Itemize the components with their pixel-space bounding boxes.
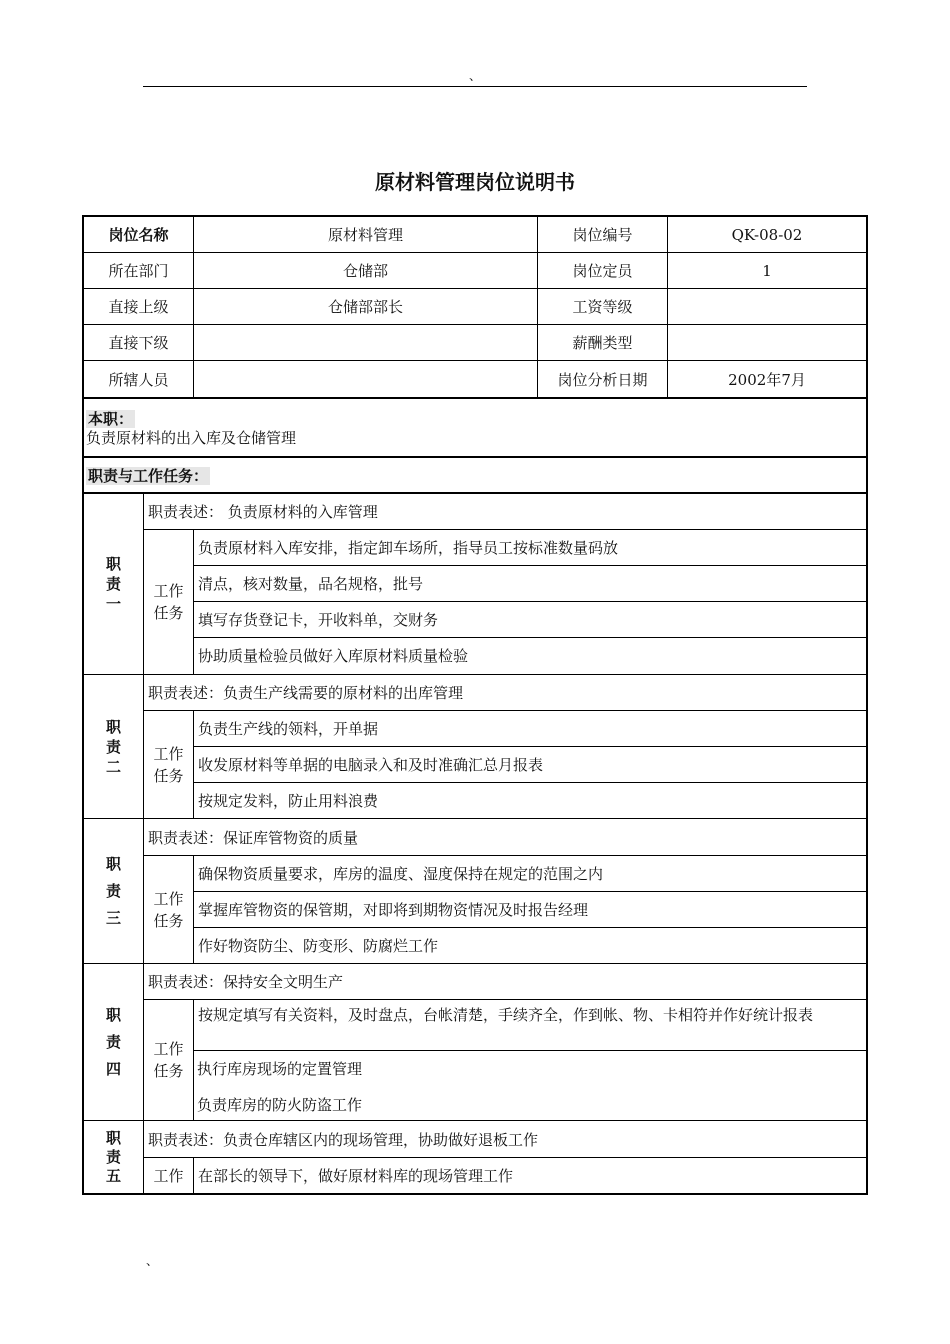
page-title: 原材料管理岗位说明书	[375, 170, 575, 194]
work-label-line-2: 任务	[153, 1062, 184, 1080]
duty-section	[82, 397, 868, 458]
duty-1-task-4: 协助质量检验员做好入库原材料质量检验	[193, 637, 867, 675]
work-label-line-1: 工作	[153, 582, 184, 600]
value-direct-superior: 仓储部部长	[193, 288, 538, 325]
label-analysis-date: 岗位分析日期	[537, 360, 668, 398]
label-staff-managed: 所辖人员	[83, 360, 194, 398]
label-position-name: 岗位名称	[83, 216, 194, 253]
duty-5-desc: 职责表述：负责仓库辖区内的现场管理，协助做好退板工作	[143, 1120, 867, 1158]
duty-4-label	[83, 963, 144, 1121]
label-direct-superior: 直接上级	[83, 288, 194, 325]
duty-2-char-3: 二	[105, 757, 121, 776]
duty-3-label	[83, 818, 144, 964]
duty-1-label	[83, 493, 144, 675]
duty-4-char-3: 四	[105, 1059, 121, 1078]
duty-4-char-2: 责	[105, 1032, 121, 1051]
label-salary-grade: 工资等级	[537, 288, 668, 325]
duty-3-desc: 职责表述：保证库管物资的质量	[143, 818, 867, 856]
work-label-line-1: 工作	[153, 744, 184, 763]
value-department: 仓储部	[193, 252, 538, 289]
duty-2-work-label	[143, 710, 194, 819]
label-pay-type: 薪酬类型	[537, 324, 668, 361]
value-salary-grade	[667, 288, 867, 325]
duty-1-task-3: 填写存货登记卡，开收料单，交财务	[193, 601, 867, 638]
value-pay-type	[667, 324, 867, 361]
duty-1-char-1: 职	[105, 555, 121, 573]
duty-2-task-1: 负责生产线的领料，开单据	[193, 710, 867, 747]
duty-4-desc: 职责表述：保持安全文明生产	[143, 963, 867, 1000]
duty-1-char-2: 责	[105, 575, 121, 593]
work-label-line-1: 工作	[153, 889, 184, 908]
duty-3-task-3: 作好物资防尘、防变形、防腐烂工作	[193, 927, 867, 964]
duty-4-task-2: 执行库房现场的定置管理	[197, 1060, 363, 1078]
duty-3-task-1: 确保物资质量要求，库房的温度、湿度保持在规定的范围之内	[193, 855, 867, 892]
work-label-line-2: 任务	[153, 604, 184, 622]
value-position-code: QK-08-02	[667, 216, 867, 253]
label-department: 所在部门	[83, 252, 194, 289]
duty-4-task-1: 按规定填写有关资料，及时盘点，台帐清楚，手续齐全，作到帐、物、卡相符并作好统计报表	[193, 999, 867, 1051]
work-label-line-1: 工作	[153, 1040, 184, 1058]
duty-4-char-1: 职	[105, 1005, 121, 1024]
duty-1-work-label	[143, 529, 194, 675]
duty-3-work-label	[143, 855, 194, 964]
duty-1-char-3: 一	[105, 595, 121, 613]
footer-mark: 、	[146, 1254, 159, 1268]
header-mark: 、	[469, 69, 482, 83]
duty-2-task-3: 按规定发料，防止用料浪费	[193, 782, 867, 819]
duty-3-char-2: 责	[105, 881, 121, 900]
duty-5-char-1: 职	[105, 1128, 121, 1147]
duty-2-char-2: 责	[105, 737, 121, 756]
duty-5-char-3: 五	[105, 1166, 121, 1185]
duty-1-task-1: 负责原材料入库安排，指定卸车场所，指导员工按标准数量码放	[193, 529, 867, 566]
duty-5-work-label	[143, 1157, 194, 1194]
work-label-line-2: 任务	[153, 766, 184, 785]
value-position-name: 原材料管理	[193, 216, 538, 253]
duty-4-task-3: 负责库房的防火防盗工作	[197, 1096, 363, 1114]
duty-5-label	[83, 1120, 144, 1194]
duty-3-char-1: 职	[105, 854, 121, 873]
duty-1-task-2: 清点，核对数量，品名规格，批号	[193, 565, 867, 602]
value-direct-subordinate	[193, 324, 538, 361]
duty-3-char-3: 三	[105, 908, 121, 927]
value-headcount: 1	[667, 252, 867, 289]
header-rule	[143, 86, 807, 87]
work-label-line-1: 工作	[153, 1166, 184, 1185]
label-position-code: 岗位编号	[537, 216, 668, 253]
duty-2-char-1: 职	[105, 717, 121, 736]
duty-3-task-2: 掌握库管物资的保管期，对即将到期物资情况及时报告经理	[193, 891, 867, 928]
duty-2-desc: 职责表述：负责生产线需要的原材料的出库管理	[143, 674, 867, 711]
tasks-label: 职责与工作任务：	[88, 467, 209, 485]
duty-2-task-2: 收发原材料等单据的电脑录入和及时准确汇总月报表	[193, 746, 867, 783]
value-staff-managed	[193, 360, 538, 398]
work-label-line-2: 任务	[153, 911, 184, 930]
duty-2-label	[83, 674, 144, 819]
label-headcount: 岗位定员	[537, 252, 668, 289]
label-direct-subordinate: 直接下级	[83, 324, 194, 361]
duty-1-desc: 职责表述： 负责原材料的入库管理	[143, 493, 867, 530]
duty-5-char-2: 责	[105, 1147, 121, 1166]
duty-5-task-1: 在部长的领导下，做好原材料库的现场管理工作	[193, 1157, 867, 1194]
duty-4-work-label	[143, 999, 194, 1121]
duty-text: 负责原材料的出入库及仓储管理	[86, 429, 297, 447]
duty-label: 本职：	[88, 410, 134, 428]
value-analysis-date: 2002年7月	[667, 360, 867, 398]
